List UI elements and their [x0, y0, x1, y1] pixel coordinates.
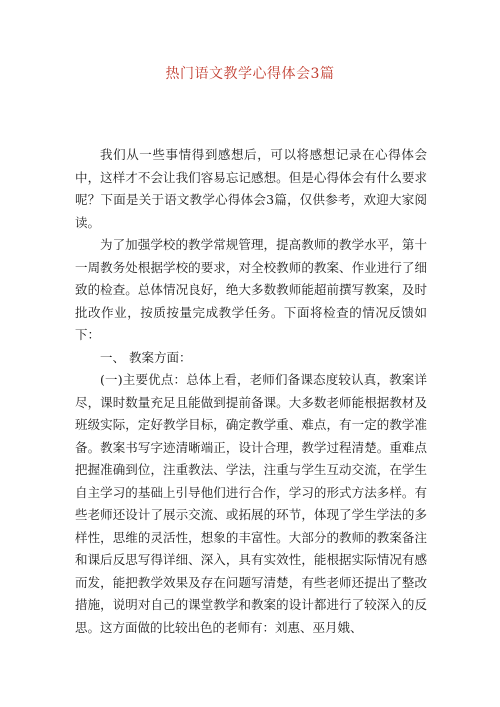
document-body: [75, 144, 427, 639]
intro-paragraph: 我们从一些事情得到感想后，可以将感想记录在心得体会中，这样才不会让我们容易忘记感想。但是心得体会有什么要求呢？下面是关于语文教学心得体会3篇，仅供参考，欢迎大家阅读。: [75, 147, 427, 230]
document-title: 热门语文教学心得体会3篇: [165, 66, 335, 82]
body-paragraph: (一)主要优点：总体上看，老师们备课态度较认真，教案详尽，课时数量充足且能做到提前备课。大多数老师能根据教材及班级实际，定好教学目标，确定教学重、难点，有一定的教学准备。教案书写字迹清晰端正，设计合理，教学过程清楚。重难点把握准确到位，注重教法、学法，注重与学生互动交流，在学生自主学习的基础上引导他们进行合作，学习的形式方法多样。有些老师还设计了展示交流、或拓展的环节，体现了学生学法的多样性，思维的灵活性，想象的丰富性。大部分的教师的教案备注和课后反思写得详细、深入，具有实效性，能根据实际情况有感而发，能把教学效果及存在问题写清楚，有些老师还提出了整改措施，说明对自己的课堂教学和教案的设计都进行了较深入的反思。这方面做的比较出色的老师有：刘惠、巫月娥、: [75, 372, 427, 635]
section-heading: 一、 教案方面：: [100, 349, 192, 365]
body-paragraph: 为了加强学校的教学常规管理，提高教师的教学水平，第十一周教务处根据学校的要求，对全校教师的教案、作业进行了细致的检查。总体情况良好，绝大多数教师能超前撰写教案，及时批改作业，按质按量完成教学任务。下面将检查的情况反馈如下：: [75, 237, 427, 342]
